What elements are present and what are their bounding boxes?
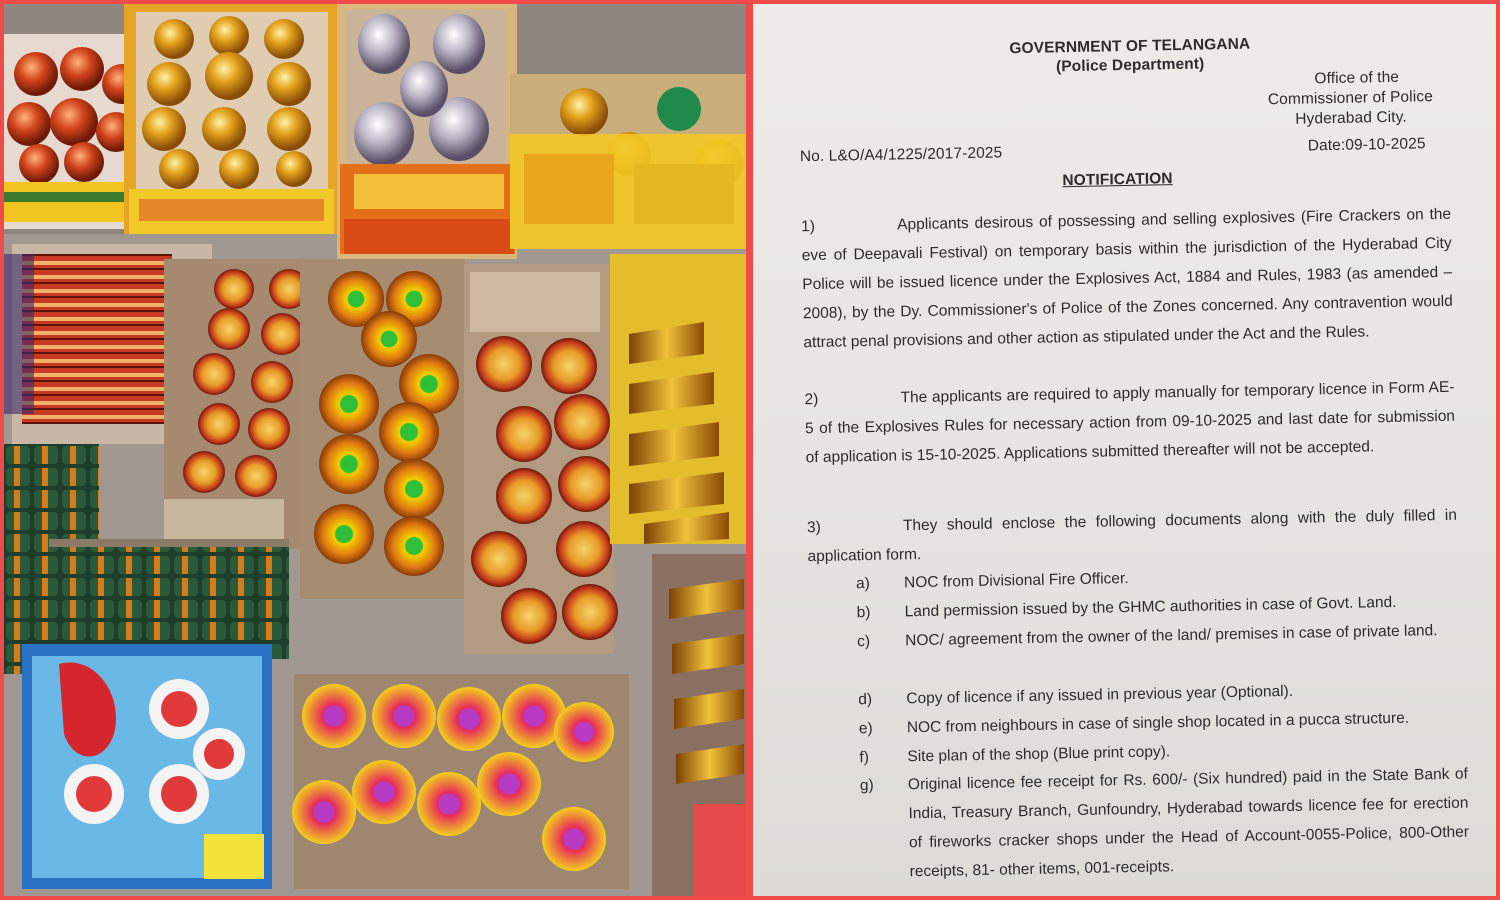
list-item-label: c) [857, 633, 871, 651]
notification-document [753, 4, 1496, 896]
office-line-1: Office of the [1314, 68, 1400, 88]
list-item-label: a) [855, 574, 871, 593]
list-item-label: f) [859, 749, 870, 767]
document-page [753, 4, 1496, 896]
reference-number: No. L&O/A4/1225/2017-2025 [799, 144, 1003, 166]
list-item-text: Copy of licence if any issued in previous year (Optional). [906, 682, 1294, 708]
government-heading: GOVERNMENT OF TELANGANA [1009, 35, 1251, 58]
paragraph-1-text: Applicants desirous of possessing and selling explosives (Fire Crackers on the eve of Deepavali Festival) on temporary basis within the jurisdiction of the Hyderabad City Police will be issued licence under the Explosives Act, 1884 and Rules, 1983 (as amended – 2008), by the Dy. Commissioner's of Police of the Zones concerned. Any contravention would attract penal provisions and other action as stipulated under the Act and the Rules. [801, 205, 1453, 352]
list-item-text: Land permission issued by the GHMC authorities in case of Govt. Land. [904, 593, 1397, 621]
paragraph-3-text: They should enclose the following documents along with the duly filled in application form. [807, 506, 1458, 566]
paragraph-3 [807, 501, 1458, 571]
notification-title: NOTIFICATION [1062, 170, 1173, 190]
list-item-text: NOC from Divisional Fire Officer. [903, 570, 1129, 592]
paragraph-2-text: The applicants are required to apply manually for temporary licence in Form AE-5 of the Explosives Rules for necessary action from 09-10-2025 and last date for submission of application is 15-10-2025. Applications submitted thereafter will not be accepted. [804, 378, 1456, 467]
list-item-text: NOC/ agreement from the owner of the land/ premises in case of private land. [905, 622, 1438, 650]
paragraph-1 [801, 200, 1454, 357]
office-line-2: Commissioner of Police [1267, 88, 1434, 109]
paragraph-2-number: 2) [804, 390, 819, 409]
document-date: Date:09-10-2025 [1307, 135, 1426, 155]
list-item-label: e) [858, 719, 873, 738]
list-item-label: d) [858, 690, 873, 709]
paragraph-3-number: 3) [806, 518, 821, 537]
department-heading: (Police Department) [1055, 55, 1205, 76]
paragraph-1-number: 1) [801, 217, 816, 236]
list-item-label: g) [859, 776, 874, 795]
list-item-text: Original licence fee receipt for Rs. 600/- (Six hundred) paid in the State Bank of India, Treasury Branch, Gunfoundry, Hyderabad towards licence fee for erection of fireworks cracker shops under the Head of Account-0055-Police, 800-Other receipts, 81- other items, 001-receipts. [907, 765, 1470, 881]
office-line-3: Hyderabad City. [1295, 108, 1407, 128]
list-item-text: NOC from neighbours in case of single shop located in a pucca structure. [906, 709, 1410, 737]
paragraph-2 [804, 373, 1456, 472]
firecrackers-photo [4, 4, 746, 896]
list-item-text: Site plan of the shop (Blue print copy). [907, 743, 1171, 766]
list-item-label: b) [856, 603, 871, 622]
